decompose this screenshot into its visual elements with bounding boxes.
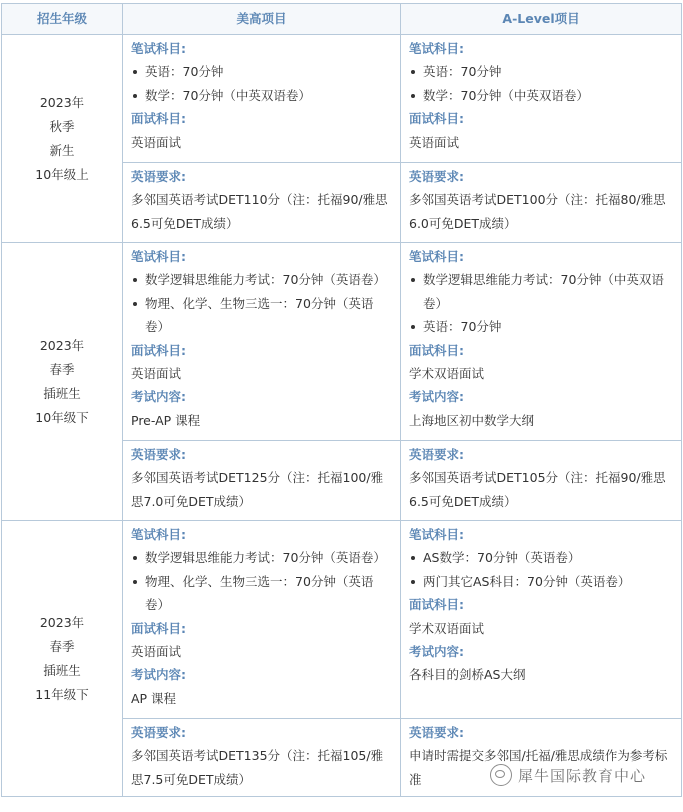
english-label: 英语要求:	[409, 447, 464, 462]
content-value: Pre-AP 课程	[131, 412, 201, 428]
written-list	[131, 268, 392, 338]
interview-label: 面试科目:	[131, 342, 186, 358]
list-item: 数学：70分钟（中英双语卷）	[409, 84, 673, 107]
interview-label: 面试科目:	[131, 620, 186, 636]
list-item: 两门其它AS科目：70分钟（英语卷）	[409, 570, 673, 593]
grade-cell	[2, 35, 123, 243]
grade-level: 11年级下	[35, 686, 89, 702]
interview-value: 学术双语面试	[409, 366, 485, 382]
content-label: 考试内容:	[409, 389, 464, 405]
english-value: 多邻国英语考试DET105分（注：托福90/雅思6.5可免DET成绩）	[409, 470, 666, 509]
interview-value: 英语面试	[131, 644, 182, 660]
written-list	[131, 546, 392, 616]
english-value: 多邻国英语考试DET135分（注：托福105/雅思7.5可免DET成绩）	[131, 748, 384, 787]
english-value: 多邻国英语考试DET110分（注：托福90/雅思6.5可免DET成绩）	[131, 192, 388, 231]
written-list	[131, 60, 392, 107]
english-label: 英语要求:	[131, 169, 186, 184]
english-label: 英语要求:	[409, 725, 464, 740]
list-item: 数学：70分钟（中英双语卷）	[131, 84, 392, 107]
list-item: 英语：70分钟	[409, 315, 673, 338]
english-value: 多邻国英语考试DET100分（注：托福80/雅思6.0可免DET成绩）	[409, 192, 666, 231]
grade-year: 2023年	[39, 94, 85, 110]
american-english-cell	[123, 719, 401, 797]
grade-type: 插班生	[43, 662, 81, 678]
content-value: 上海地区初中数学大纲	[409, 412, 535, 428]
admissions-table	[1, 3, 682, 797]
table-row	[2, 243, 682, 441]
american-exam-cell	[123, 35, 401, 163]
written-label: 笔试科目:	[409, 41, 464, 56]
header-american-program: 美高项目	[123, 4, 401, 35]
header-alevel-program: A-Level项目	[401, 4, 682, 35]
english-value: 申请时需提交多邻国/托福/雅思成绩作为参考标准	[409, 748, 668, 787]
content-label: 考试内容:	[131, 667, 186, 683]
written-list	[409, 546, 673, 593]
grade-season: 秋季	[49, 118, 75, 134]
watermark	[490, 764, 646, 786]
content-value: AP 课程	[131, 690, 177, 706]
table-row	[2, 521, 682, 719]
grade-level: 10年级下	[35, 409, 89, 425]
grade-season: 春季	[49, 638, 75, 654]
grade-cell	[2, 521, 123, 797]
english-value: 多邻国英语考试DET125分（注：托福100/雅思7.0可免DET成绩）	[131, 470, 384, 509]
written-list	[409, 60, 673, 107]
written-label: 笔试科目:	[409, 527, 464, 542]
header-grade: 招生年级	[2, 4, 123, 35]
grade-year: 2023年	[39, 614, 85, 630]
alevel-exam-cell	[401, 521, 682, 719]
content-value: 各科目的剑桥AS大纲	[409, 667, 526, 683]
english-label: 英语要求:	[131, 725, 186, 740]
grade-type: 插班生	[43, 385, 81, 401]
list-item: 数学逻辑思维能力考试：70分钟（中英双语卷）	[409, 268, 673, 315]
grade-level: 10年级上	[35, 166, 89, 182]
grade-season: 春季	[49, 361, 75, 377]
list-item: AS数学：70分钟（英语卷）	[409, 546, 673, 569]
interview-value: 英语面试	[131, 366, 182, 382]
american-exam-cell	[123, 243, 401, 441]
written-list	[409, 268, 673, 338]
watermark-text: 犀牛国际教育中心	[518, 766, 647, 785]
wechat-icon	[490, 764, 512, 786]
list-item: 数学逻辑思维能力考试：70分钟（英语卷）	[131, 268, 392, 291]
american-exam-cell	[123, 521, 401, 719]
grade-year: 2023年	[39, 337, 85, 353]
list-item: 物理、化学、生物三选一：70分钟（英语卷）	[131, 570, 392, 617]
alevel-exam-cell	[401, 243, 682, 441]
content-label: 考试内容:	[131, 389, 186, 405]
interview-label: 面试科目:	[409, 342, 464, 358]
written-label: 笔试科目:	[131, 41, 186, 56]
written-label: 笔试科目:	[409, 249, 464, 264]
alevel-english-cell	[401, 163, 682, 243]
interview-label: 面试科目:	[409, 597, 464, 613]
header-row	[2, 4, 682, 35]
american-english-cell	[123, 441, 401, 521]
interview-value: 学术双语面试	[409, 620, 485, 636]
english-label: 英语要求:	[131, 447, 186, 462]
list-item: 物理、化学、生物三选一：70分钟（英语卷）	[131, 292, 392, 339]
alevel-exam-cell	[401, 35, 682, 163]
grade-cell	[2, 243, 123, 521]
content-label: 考试内容:	[409, 644, 464, 660]
english-label: 英语要求:	[409, 169, 464, 184]
list-item: 英语：70分钟	[409, 60, 673, 83]
table-row	[2, 35, 682, 163]
american-english-cell	[123, 163, 401, 243]
grade-type: 新生	[49, 142, 75, 158]
interview-value: 英语面试	[409, 134, 460, 150]
list-item: 英语：70分钟	[131, 60, 392, 83]
written-label: 笔试科目:	[131, 249, 186, 264]
interview-value: 英语面试	[131, 134, 182, 150]
interview-label: 面试科目:	[409, 111, 464, 127]
alevel-english-cell	[401, 441, 682, 521]
written-label: 笔试科目:	[131, 527, 186, 542]
list-item: 数学逻辑思维能力考试：70分钟（英语卷）	[131, 546, 392, 569]
interview-label: 面试科目:	[131, 111, 186, 127]
